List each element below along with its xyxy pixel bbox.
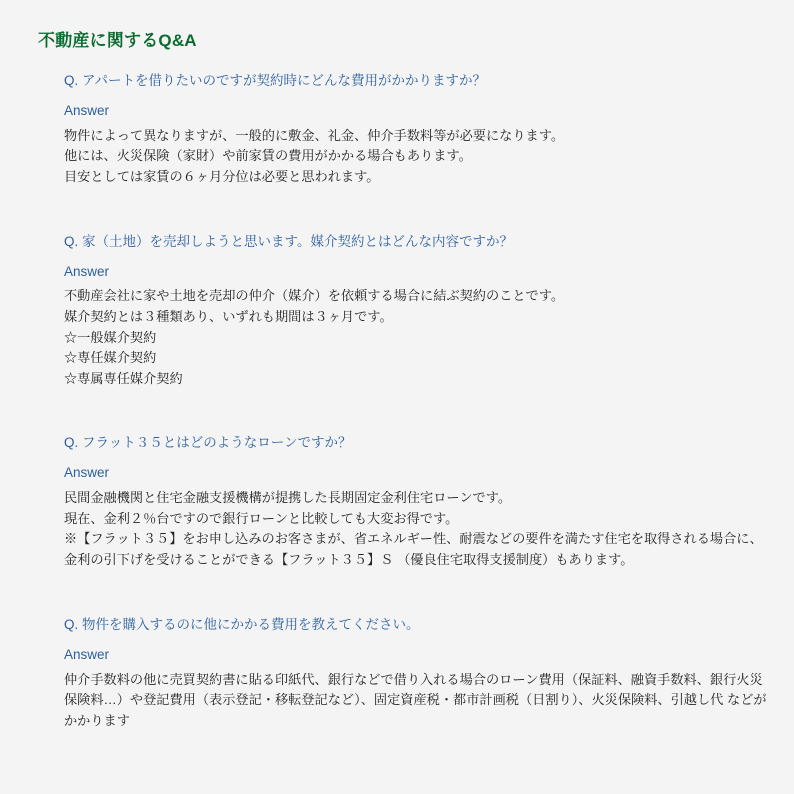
answer-line: 現在、金利２％台ですので銀行ローンと比較しても大変お得です。 [64,510,459,526]
answer-line: 他には、火災保険（家財）や前家賃の費用がかかる場合もあります。 [64,148,472,164]
qa-item [64,232,776,390]
question-body: フラット３５とはどのようなローンですか？ [82,435,352,451]
answer-line: ☆一般媒介契約 [64,329,157,345]
question-text [64,71,776,92]
question-prefix: Q. [64,616,79,632]
question-text [64,232,776,253]
answer-line: ☆専属専任媒介契約 [64,370,183,386]
question-prefix: Q. [64,73,79,88]
answer-line: 媒介契約とは３種類あり、いずれも期間は３ヶ月です。 [64,309,393,325]
question-prefix: Q. [64,435,79,451]
qa-item [64,433,776,570]
answer-label: Answer [64,263,110,279]
answer-line: ※【フラット３５】をお申し込みのお客さまが、省エネルギー性、耐震などの要件を満たす住宅を取得される場合に、金利の引下げを受けることができる【フラット３５】Ｓ （優良住宅取得支援制度）もあります。 [64,531,763,568]
qa-item [64,71,776,188]
question-body: アパートを借りたいのですが契約時にどんな費用がかかりますか？ [82,73,486,88]
answer-line: ☆専任媒介契約 [64,350,157,366]
answer-line: 仲介手数料の他に売買契約書に貼る印紙代、銀行などで借り入れる場合のローン費用（保証料、融資手数料、銀行火災保険料…）や登記費用（表示登記・移転登記など）、固定資産税・都市計画税（日割り）、火災保険料、引越し代 などがかかります [64,671,767,728]
page-title: 不動産に関するQ&A [38,31,197,50]
answer-line: 不動産会社に家や土地を売却の仲介（媒介）を依頼する場合に結ぶ契約のことです。 [64,288,565,304]
qa-item [64,615,776,732]
answer-line: 目安としては家賃の６ヶ月分位は必要と思われます。 [64,169,380,185]
question-text [64,433,776,454]
question-body: 物件を購入するのに他にかかる費用を教えてください。 [82,616,420,632]
answer-label: Answer [64,465,110,481]
answer-label: Answer [64,646,110,662]
answer-line: 物件によって異なりますが、一般的に敷金、礼金、仲介手数料等が必要になります。 [64,127,565,143]
qa-list [38,71,776,731]
question-body: 家（土地）を売却しようと思います。媒介契約とはどんな内容ですか？ [82,233,513,249]
answer-line: 民間金融機関と住宅金融支援機構が提携した長期固定金利住宅ローンです。 [64,490,512,506]
question-prefix: Q. [64,233,79,249]
answer-label: Answer [64,102,110,118]
question-text [64,615,776,636]
